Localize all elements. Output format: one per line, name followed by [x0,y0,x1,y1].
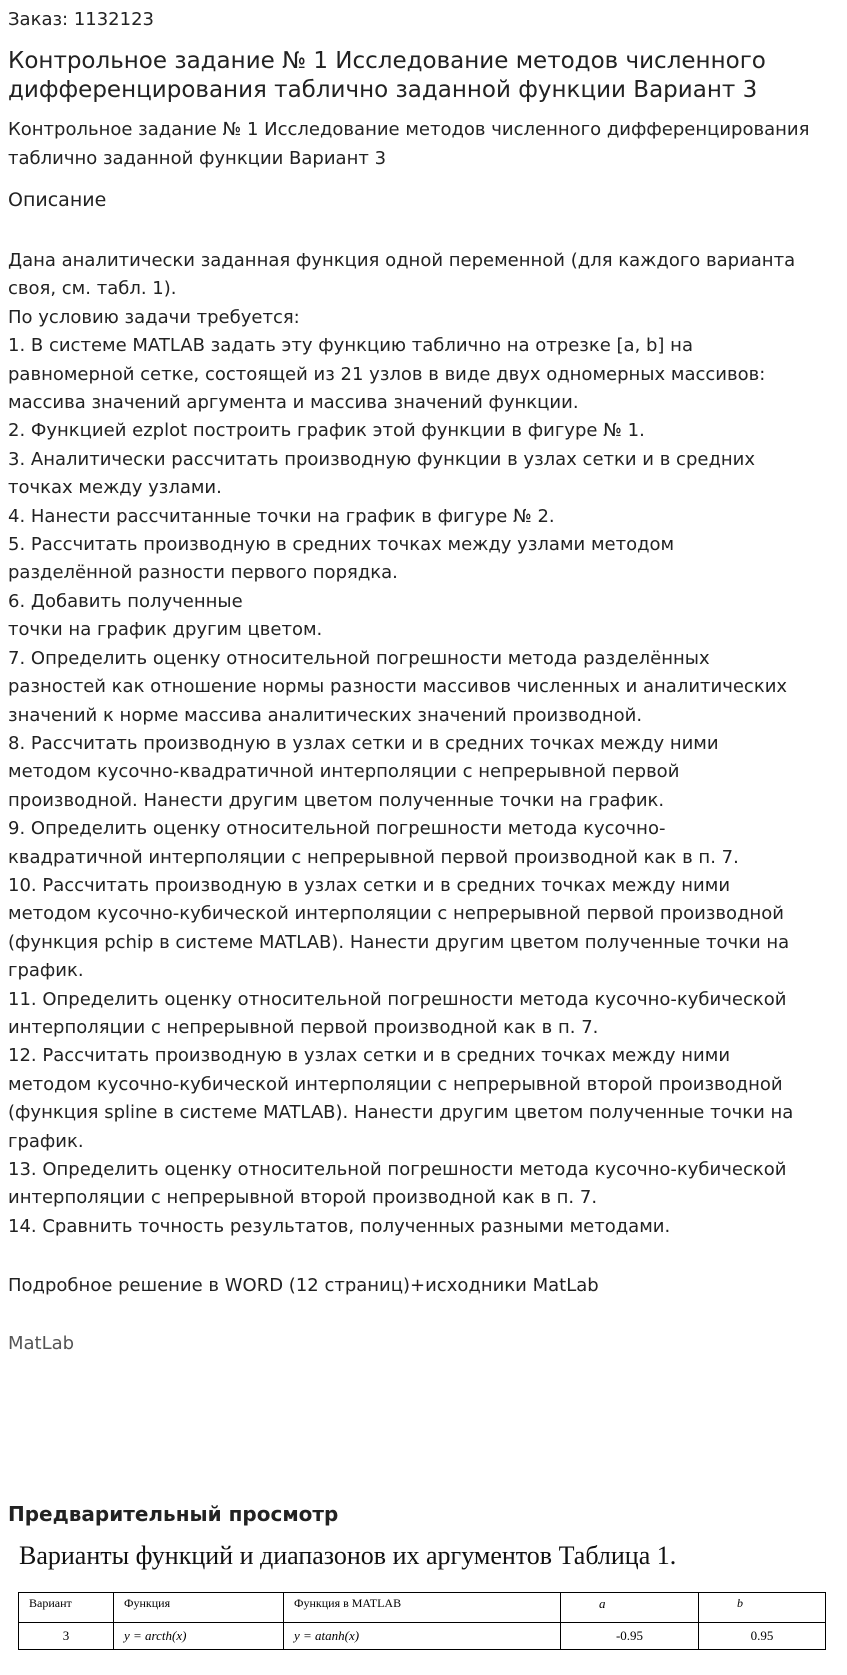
description-text [8,247,843,1241]
description-line: 3. Аналитически рассчитать производную функции в узлах сетки и в средних [8,448,756,470]
description-line: точки на график другим цветом. [8,619,323,641]
header-b: b [699,1593,826,1623]
description-line: массива значений аргумента и массива значений функции. [8,392,579,414]
description-line: Дана аналитически заданная функция одной переменной (для каждого варианта [8,250,796,271]
cell-b: 0.95 [699,1623,826,1650]
cell-matlab-function: y = atanh(x) [284,1623,561,1650]
header-matlab-function: Функция в MATLAB [284,1593,561,1623]
preview-caption: Варианты функций и диапазонов их аргументов Таблица 1. [19,1541,677,1570]
description-line: 13. Определить оценку относительной погрешности метода кусочно-кубической [8,1159,787,1180]
description-line: интерполяции с непрерывной первой производной как в п. 7. [8,1016,599,1038]
header-variant: Вариант [19,1593,114,1623]
description-line: 9. Определить оценку относительной погрешности метода кусочно- [8,818,666,840]
description-line: (функция spline в системе MATLAB). Нанести другим цветом полученные точки на [8,1102,794,1124]
variants-table [18,1592,826,1650]
header-function: Функция [114,1593,284,1623]
solution-note: Подробное решение в WORD (12 страниц)+исходники MatLab [8,1275,599,1296]
cell-function: y = arcth(x) [114,1623,284,1650]
description-line: 2. Функцией ezplot построить график этой функции в фигуре № 1. [8,420,645,442]
tag-link-matlab[interactable]: MatLab [8,1333,75,1354]
description-line: методом кусочно-кубической интерполяции с непрерывной первой производной [8,903,784,925]
preview-heading: Предварительный просмотр [8,1502,339,1526]
description-line: значений к норме массива аналитических значений производной. [8,704,643,726]
description-line: график. [8,1130,84,1152]
description-heading: Описание [8,189,107,211]
description-line: интерполяции с непрерывной второй производной как в п. 7. [8,1187,598,1209]
description-line: график. [8,960,84,982]
document-preview [8,1536,838,1675]
description-line: 6. Добавить полученные [8,590,243,612]
description-line: методом кусочно-квадратичной интерполяции с непрерывной первой [8,761,680,783]
cell-variant: 3 [19,1623,114,1650]
description-line: 14. Сравнить точность результатов, полученных разными методами. [8,1215,671,1237]
description-line: 4. Нанести рассчитанные точки на график в фигуре № 2. [8,505,555,527]
description-line: равномерной сетке, состоящей из 21 узлов в виде двух одномерных массивов: [8,363,766,385]
description-line: своя, см. табл. 1). [8,278,177,300]
description-line: точках между узлами. [8,477,222,499]
description-line: По условию задачи требуется: [8,306,300,328]
description-line: 7. Определить оценку относительной погрешности метода разделённых [8,647,710,669]
page-subtitle: Контрольное задание № 1 Исследование методов численного дифференцирования таблично заданной функции Вариант 3 [8,119,810,169]
description-line: разностей как отношение нормы разности массивов численных и аналитических [8,676,788,698]
header-a: a [561,1593,699,1623]
order-number: Заказ: 1132123 [8,9,154,30]
description-line: 1. В системе MATLAB задать эту функцию таблично на отрезке [a, b] на [8,335,693,357]
table-header-row [19,1593,826,1623]
page-title: Контрольное задание № 1 Исследование методов численного дифференцирования таблично заданной функции Вариант 3 [8,48,766,103]
description-line: квадратичной интерполяции с непрерывной первой производной как в п. 7. [8,846,739,868]
description-line: методом кусочно-кубической интерполяции с непрерывной второй производной [8,1073,783,1095]
cell-a: -0.95 [561,1623,699,1650]
description-line: 10. Рассчитать производную в узлах сетки и в средних точках между ними [8,874,731,896]
description-line: 11. Определить оценку относительной погрешности метода кусочно-кубической [8,988,787,1010]
description-line: 12. Рассчитать производную в узлах сетки и в средних точках между ними [8,1045,731,1067]
description-line: 8. Рассчитать производную в узлах сетки и в средних точках между ними [8,732,719,754]
description-line: (функция pchip в системе MATLAB). Нанести другим цветом полученные точки на [8,931,790,953]
description-line: производной. Нанести другим цветом полученные точки на график. [8,789,665,811]
description-line: 5. Рассчитать производную в средних точках между узлами методом [8,534,675,556]
table-row [19,1623,826,1650]
description-line: разделённой разности первого порядка. [8,562,398,584]
